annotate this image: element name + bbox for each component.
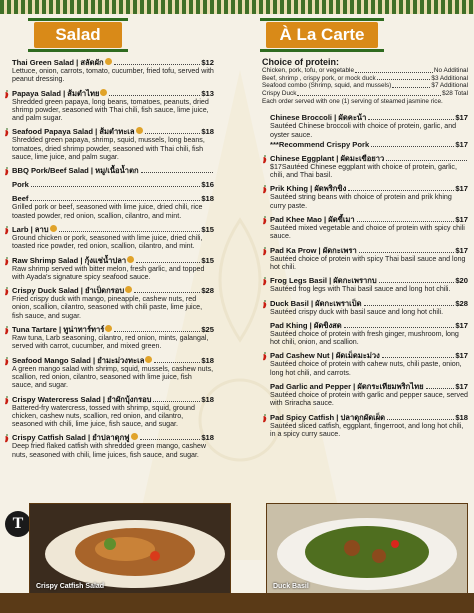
chili-icon xyxy=(4,396,10,405)
protein-option xyxy=(262,90,468,98)
protein-option-price: $28 Total xyxy=(442,90,468,98)
menu-item-header xyxy=(12,166,214,175)
menu-item xyxy=(4,325,214,351)
newspaper-logo: T xyxy=(5,511,31,537)
menu-item-name: Frog Legs Basil | ผัดกะเพรากบ xyxy=(270,276,377,286)
menu-item-name: Raw Shrimp Salad | กุ้งแช่น้ำปลา xyxy=(12,255,127,265)
chili-icon xyxy=(4,90,10,99)
protein-option-price: No Additinal xyxy=(433,67,468,75)
menu-item-description: Battered-fry watercress, tossed with shrimp, squid, ground chicken, cashew nuts, scallion, red onion, and cilantro, seasoned with chili, lime juice, fish sauce, and sugar. xyxy=(12,403,195,429)
dish-photo-art xyxy=(267,504,467,594)
menu-item-description: Sautéed choice of protein with fresh ginger, mushroom, long hot chili, onion, and scallion. xyxy=(270,329,459,347)
chili-icon xyxy=(262,414,268,423)
salad-column xyxy=(4,58,214,464)
chef-badge-icon xyxy=(100,89,107,96)
dot-leader xyxy=(344,321,455,328)
dot-leader xyxy=(371,140,454,147)
menu-item-header xyxy=(270,246,468,255)
duck-basil-photo xyxy=(266,503,468,595)
menu-item-header xyxy=(270,184,468,193)
menu-item xyxy=(262,215,468,241)
chili-icon xyxy=(262,352,268,361)
chili-icon xyxy=(262,300,268,309)
alacarte-column xyxy=(262,58,468,443)
crispy-catfish-salad-photo xyxy=(29,503,231,595)
menu-item-name: Prik Khing | ผัดพริกขิง xyxy=(270,184,347,194)
dot-leader xyxy=(355,67,433,73)
menu-item-price: $17 xyxy=(455,351,468,361)
menu-item-price: $17 xyxy=(455,184,468,194)
dot-leader xyxy=(114,58,201,65)
protein-option-price: $3 Additional xyxy=(431,74,468,82)
header-bottom-bar xyxy=(260,49,384,52)
salad-title: Salad xyxy=(55,25,101,44)
menu-item xyxy=(262,154,468,180)
menu-item xyxy=(4,194,214,220)
protein-note: Each order served with one (1) serving of steamed jasmine rice. xyxy=(262,97,443,105)
menu-item-description: Sautéed mixed vegetable and choice of protein with spicy chili sauce. xyxy=(270,224,465,241)
menu-item xyxy=(4,180,214,189)
menu-item-name: Thai Green Salad | สลัดผัก xyxy=(12,58,104,67)
menu-item xyxy=(262,351,468,377)
chef-badge-icon xyxy=(136,127,143,134)
chef-badge-icon xyxy=(145,356,152,363)
protein-choices xyxy=(262,58,468,105)
menu-item-price: $15 xyxy=(201,224,214,234)
dot-leader xyxy=(109,89,200,96)
menu-item-name: Pad Spicy Catfish | ปลาดุกผัดเผ็ด xyxy=(270,412,386,422)
menu-item xyxy=(262,413,468,439)
dot-leader xyxy=(30,194,200,201)
menu-item-price: $28 xyxy=(201,286,214,296)
menu-item-price: $18 xyxy=(201,433,214,443)
menu-item-header xyxy=(12,225,214,234)
photo-caption-right: Duck Basil xyxy=(273,583,309,590)
dot-leader xyxy=(114,325,200,332)
dot-leader xyxy=(357,215,455,222)
header-top-bar xyxy=(260,18,384,21)
chili-icon xyxy=(262,277,268,286)
chili-icon xyxy=(4,434,10,443)
dot-leader xyxy=(154,356,200,363)
menu-item-name: Duck Basil | ผัดกะเพราเป็ด xyxy=(270,298,362,308)
menu-item xyxy=(4,286,214,320)
menu-item-header xyxy=(12,286,214,295)
recommendation-line xyxy=(270,140,468,149)
dot-leader xyxy=(140,433,201,440)
menu-item-description: Sautéed sliced catfish, eggplant, fingerroot, and long hot chili, in a spicy curry sauce. xyxy=(270,421,464,438)
menu-item-name: BBQ Pork/Beef Salad | หมู/เนื้อน้ำตก xyxy=(12,166,139,176)
menu-item-header xyxy=(270,276,468,285)
menu-item-header xyxy=(270,413,468,422)
menu-item-description: A green mango salad with shrimp, squid, mussels, cashew nuts, scallion, red onion, cilantro, seasoned with lime juice, fish sauce, and sugar. xyxy=(12,364,214,390)
menu-item-description: $17Sautéed Chinese eggplant with choice of protein, garlic, chili, and Thai basil. xyxy=(270,162,457,180)
menu-item-description: Shredded green papaya, long beans, tomatoes, peanuts, dried shrimp powder, seasoned with Thai chili, fish sauce, lime juice, and palm sugar. xyxy=(12,97,209,123)
menu-item-header xyxy=(270,321,468,330)
photo-caption-left: Crispy Catfish Salad xyxy=(36,583,105,590)
dot-leader xyxy=(426,382,455,389)
menu-item-description: Raw tuna, Larb seasoning, cilantro, red onion, mints, galangal, served with carrot, cucumber, and mixed green. xyxy=(12,334,209,351)
menu-item-name: Crispy Catfish Salad | ยำปลาดุกฟู xyxy=(12,433,130,443)
menu-item-price: $25 xyxy=(201,325,214,335)
dot-leader xyxy=(364,299,455,306)
menu-item xyxy=(4,395,214,429)
alacarte-header xyxy=(266,22,378,48)
menu-item-header xyxy=(270,154,468,163)
chili-icon xyxy=(4,128,10,137)
protein-option xyxy=(262,82,468,90)
menu-item-price: $17 xyxy=(455,113,468,123)
protein-heading: Choice of protein: xyxy=(262,57,339,67)
chili-icon xyxy=(4,226,10,235)
chef-badge-icon xyxy=(127,256,134,263)
menu-item xyxy=(4,58,214,84)
menu-item-price: $18 xyxy=(201,394,214,404)
dot-leader xyxy=(153,395,200,402)
menu-item-price: $18 xyxy=(201,355,214,365)
menu-item-header xyxy=(12,194,214,203)
menu-item-price: $18 xyxy=(201,194,214,204)
menu-item-name: Pad Khee Mao | ผัดขี้เมา xyxy=(270,215,355,225)
menu-item-header xyxy=(12,127,214,136)
menu-item-description: Sautéed choice of protein with spicy Thai basil sauce and long hot chili. xyxy=(270,254,466,271)
menu-item xyxy=(262,299,468,316)
menu-item-name: Papaya Salad | ส้มตำไทย xyxy=(12,88,100,98)
dot-leader xyxy=(145,127,201,134)
protein-option-label: Chicken, pork, tofu, or vegetable xyxy=(262,67,355,75)
dot-leader xyxy=(134,286,200,293)
menu-item-description: Grilled pork or beef, seasoned with lime juice, dried chili, rice toasted powder, red onion, scallion, cilantro, and mint. xyxy=(12,203,203,220)
menu-item-header xyxy=(12,180,214,189)
menu-item-name: Pad Ka Prow | ผัดกะเพรา xyxy=(270,245,357,255)
menu-item-name: Crispy Duck Salad | ยำเป็ดกรอบ xyxy=(12,286,125,296)
menu-item-name: Pad Khing | ผัดขิงสด xyxy=(270,320,342,330)
menu-item-name: Beef xyxy=(12,194,29,204)
chef-badge-icon xyxy=(131,433,138,440)
menu-item-header xyxy=(270,351,468,360)
menu-item-description: Sautéed crispy duck with basil sauce and long hot chili. xyxy=(270,307,444,316)
menu-item-price: $12 xyxy=(201,58,214,67)
menu-item xyxy=(262,321,468,347)
menu-item xyxy=(4,225,214,251)
dot-leader xyxy=(31,180,200,187)
menu-item-header xyxy=(12,356,214,365)
chef-badge-icon xyxy=(125,286,132,293)
menu-item xyxy=(4,166,214,175)
menu-item-header xyxy=(12,89,214,98)
menu-item-name: Chinese Eggplant | ผัดมะเขือยาว xyxy=(270,153,385,163)
menu-item-header xyxy=(12,325,214,334)
protein-option-price: $7 Additional xyxy=(431,82,468,90)
menu-item-name: Chinese Broccoli | ผัดคะน้า xyxy=(270,113,367,123)
chili-icon xyxy=(262,185,268,194)
menu-item-price: $17 xyxy=(455,245,468,255)
menu-item-price: $13 xyxy=(201,88,214,98)
dot-leader xyxy=(141,166,213,173)
header-bottom-bar xyxy=(28,49,128,52)
protein-option-label: Crispy Duck xyxy=(262,90,297,98)
dot-leader xyxy=(382,351,455,358)
menu-item-description: Shredded green papaya, shrimp, squid, mussels, long beans, tomatoes, dried shrimp powder, seasoned with Thai chili, fish sauce, lime juice, and palm sugar. xyxy=(12,136,205,162)
menu-item-name: Seafood Papaya Salad | ส้มตำทะเล xyxy=(12,127,135,137)
chili-icon xyxy=(4,326,10,335)
dot-leader xyxy=(386,154,467,161)
salad-header xyxy=(34,22,122,48)
menu-item-header xyxy=(270,299,468,308)
menu-item-name: Pad Garlic and Pepper | ผัดกระเทียมพริกไทย xyxy=(270,382,424,392)
menu-item xyxy=(4,433,214,459)
dot-leader xyxy=(387,413,454,420)
menu-item-description: Sautéed frog legs with Thai basil sauce and long hot chili. xyxy=(270,285,451,294)
menu-item-name: Pork xyxy=(12,180,29,190)
menu-item-header xyxy=(12,256,214,265)
chili-icon xyxy=(262,155,268,164)
menu-item-description: Sautéed choice of protein with cahew nuts, chili paste, onion, long hot chili, and carrots. xyxy=(270,360,462,377)
dot-leader xyxy=(392,82,430,88)
chef-badge-icon xyxy=(105,325,112,332)
chili-icon xyxy=(4,287,10,296)
menu-item-header xyxy=(270,215,468,224)
dot-leader xyxy=(136,256,200,263)
chili-icon xyxy=(4,167,10,176)
menu-item-description: Sautéed choice of protein with garlic and pepper sauce, served with Sriracha sauce. xyxy=(270,391,468,408)
menu-item-price: $17 xyxy=(455,215,468,225)
menu-item-description: Lettuce, onion, carrots, tomato, cucumber, fried tofu, served with peanut dressing. xyxy=(12,67,214,84)
chili-icon xyxy=(262,216,268,225)
menu-item-price: $18 xyxy=(201,127,214,137)
recommendation-price: $17 xyxy=(455,139,468,149)
footer-bar xyxy=(0,593,474,613)
menu-item xyxy=(262,382,468,408)
menu-item-price: $15 xyxy=(201,255,214,265)
menu-item-description: Fried crispy duck with mango, pineapple, cashew nuts, red onion, scallion, cilantro, seasoned with chili paste, lime juice, fish sauce, and sugar. xyxy=(12,295,203,320)
dot-leader xyxy=(368,113,454,120)
menu-item-header xyxy=(270,382,468,391)
menu-item-name: Seafood Mango Salad | ยำมะม่วงทะเล xyxy=(12,355,145,365)
protein-option-label: Seafood combo (Shrimp, squid, and mussels) xyxy=(262,82,392,90)
menu-item xyxy=(262,113,468,149)
dish-photo-art xyxy=(30,504,230,594)
dot-leader xyxy=(359,246,455,253)
menu-item-price: $28 xyxy=(455,298,468,308)
protein-option xyxy=(262,67,468,75)
menu-item-header xyxy=(270,113,468,122)
menu-item-name: Crispy Watercress Salad | ยำผักบุ้งกรอบ xyxy=(12,394,152,404)
menu-item xyxy=(262,246,468,272)
menu-item-price: $17 xyxy=(455,382,468,392)
menu-item-price: $16 xyxy=(201,180,214,190)
menu-item-price: $17 xyxy=(455,320,468,330)
menu-item xyxy=(4,256,214,282)
menu-item-description: Raw shrimp served with bitter melon, fresh garlic, and topped with Ayada's signature spicy seafood sauce. xyxy=(12,264,205,281)
menu-item-header xyxy=(12,58,214,67)
menu-item-name: Tuna Tartare | ทูน่าทาร์ทาร์ xyxy=(12,325,105,335)
chili-icon xyxy=(4,257,10,266)
menu-item-description: Sautéed string beans with choice of protein and prik khing curry paste. xyxy=(270,193,452,210)
menu-item xyxy=(4,89,214,123)
menu-item-description: Sautéed Chinese broccoli with choice of protein, garlic, and oyster sauce. xyxy=(270,122,457,139)
menu-item-header xyxy=(12,395,214,404)
chef-badge-icon xyxy=(105,58,112,65)
menu-item-header xyxy=(12,433,214,442)
dot-leader xyxy=(297,90,441,96)
chef-badge-icon xyxy=(50,225,57,232)
header-top-bar xyxy=(28,18,128,21)
menu-item xyxy=(262,184,468,210)
menu-item xyxy=(4,356,214,390)
menu-item-description: Ground chicken or pork, seasoned with lime juice, dried chili, toasted rice powder, red onion, scallion, cilantro, and mint. xyxy=(12,233,203,251)
menu-item-name: Larb | ลาบ xyxy=(12,224,49,234)
dot-leader xyxy=(377,75,431,81)
dot-leader xyxy=(348,184,454,191)
menu-item xyxy=(4,127,214,161)
chili-icon xyxy=(262,247,268,256)
protein-option-label: Beef, shrimp , crispy pork, or mock duck xyxy=(262,74,376,82)
menu-item xyxy=(262,276,468,293)
menu-item-price: $18 xyxy=(455,412,468,422)
menu-item-name: Pad Cashew Nut | ผัดเม็ดมะม่วง xyxy=(270,351,380,361)
dot-leader xyxy=(59,225,201,232)
alacarte-title: À La Carte xyxy=(279,25,365,44)
menu-item-price: $20 xyxy=(455,276,468,286)
top-stripe-border xyxy=(0,0,474,14)
recommendation-label: ***Recommend Crispy Pork xyxy=(270,139,370,149)
chili-icon xyxy=(4,357,10,366)
protein-option xyxy=(262,75,468,83)
menu-item-description: Deep fried flaked catfish with shredded green mango, cashew nuts, seasoned with chili, lime juices, fish sauce, and sugar. xyxy=(12,442,207,459)
dot-leader xyxy=(379,276,455,283)
